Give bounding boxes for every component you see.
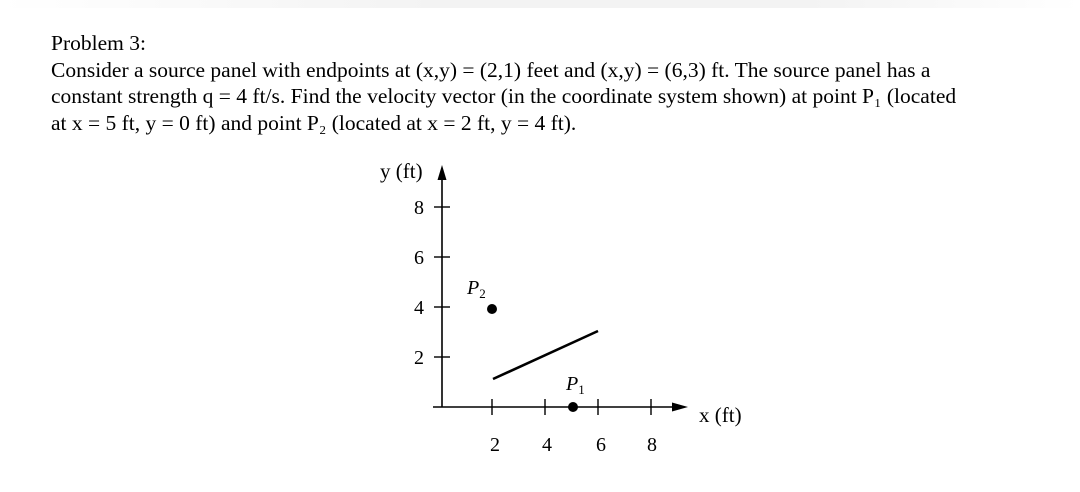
y-axis-arrowhead xyxy=(438,165,447,180)
problem-line-3: at x = 5 ft, y = 0 ft) and point P₂ (located at x = 2 ft, y = 4 ft). xyxy=(51,110,577,135)
y-tick-label-4: 4 xyxy=(414,297,424,319)
point-p2-subscript: 2 xyxy=(479,286,486,301)
point-p1-label: $P_1$ xyxy=(566,373,585,397)
x-tick-label-8: 8 xyxy=(647,434,657,456)
y-tick-label-2: 2 xyxy=(414,347,424,369)
point-p1-dot xyxy=(568,402,578,412)
point-p2-label: $P_2$ xyxy=(467,277,486,301)
point-p2-dot xyxy=(487,304,497,314)
x-axis-arrowhead xyxy=(672,403,688,412)
y-axis-label: y (ft) xyxy=(380,159,423,183)
x-tick-label-4: 4 xyxy=(542,434,552,456)
x-axis-label: x (ft) xyxy=(699,403,742,427)
x-tick-label-2: 2 xyxy=(490,434,500,456)
x-tick-label-6: 6 xyxy=(596,434,606,456)
problem-line-2: constant strength q = 4 ft/s. Find the velocity vector (in the coordinate system shown) at point P₁ (located xyxy=(51,84,957,108)
problem-line-1: Consider a source panel with endpoints at (x,y) = (2,1) feet and (x,y) = (6,3) ft. The source panel has a xyxy=(51,57,931,82)
y-tick-label-6: 6 xyxy=(414,247,424,269)
point-p1-subscript: 1 xyxy=(578,382,585,397)
y-tick-label-8: 8 xyxy=(414,197,424,219)
source-panel xyxy=(493,331,598,379)
problem-heading: Problem 3: xyxy=(51,31,146,55)
